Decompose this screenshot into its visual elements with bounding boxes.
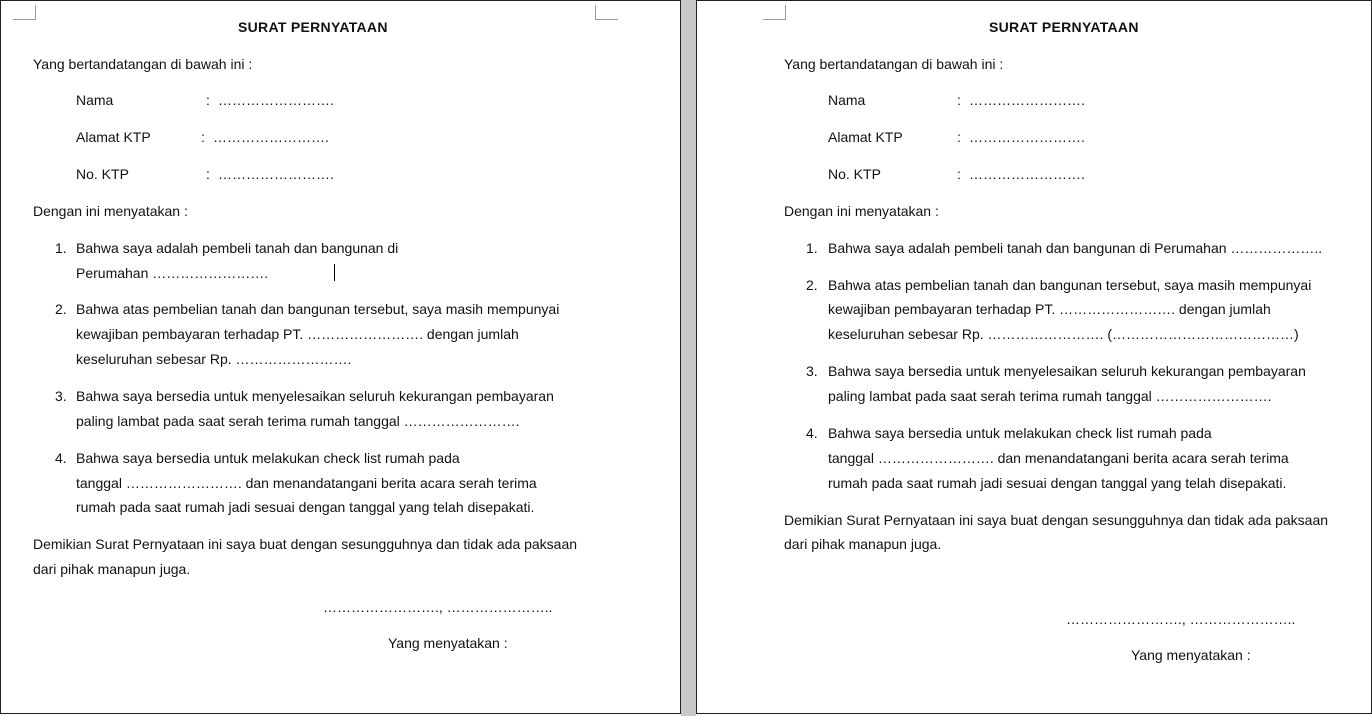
document-page-left[interactable]: [0, 0, 681, 714]
list-item-line: rumah pada saat rumah jadi sesuai dengan tanggal yang telah disepakati.: [828, 475, 1287, 491]
signer-label: Yang menyatakan :: [1131, 647, 1251, 663]
intro-text: Yang bertandatangan di bawah ini :: [33, 56, 253, 72]
list-number: 4.: [55, 450, 67, 466]
place-date: ……………………., …………………..: [323, 599, 553, 615]
list-number: 2.: [55, 301, 67, 317]
list-number: 1.: [806, 240, 818, 256]
list-item-line: kewajiban pembayaran terhadap PT. ……………………. dengan jumlah: [76, 326, 519, 342]
list-item-line: tanggal ……………………. dan menandatangani berita acara serah terima: [76, 475, 537, 491]
field-value-alamat: …………………….: [969, 129, 1085, 145]
closing-text: dari pihak manapun juga.: [33, 561, 191, 577]
field-label-alamat: Alamat KTP: [828, 129, 903, 145]
list-item-line: paling lambat pada saat serah terima rumah tanggal …………………….: [76, 413, 520, 429]
list-item-line: Perumahan …………………….: [76, 265, 269, 281]
list-item-line: Bahwa saya bersedia untuk melakukan check list rumah pada: [76, 450, 460, 466]
page-title: SURAT PERNYATAAN: [989, 19, 1139, 35]
list-item-line: Bahwa atas pembelian tanah dan bangunan tersebut, saya masih mempunyai: [76, 301, 560, 317]
crop-mark: [763, 5, 786, 20]
closing-text: dari pihak manapun juga.: [784, 536, 942, 552]
field-colon: :: [206, 92, 210, 108]
list-item-line: Bahwa saya bersedia untuk menyelesaikan seluruh kekurangan pembayaran: [76, 388, 554, 404]
field-label-nama: Nama: [76, 92, 114, 108]
field-value-alamat: …………………….: [213, 129, 329, 145]
list-number: 3.: [806, 363, 818, 379]
list-item-line: Bahwa saya adalah pembeli tanah dan bangunan di Perumahan ………………..: [828, 240, 1323, 256]
field-colon: :: [201, 129, 205, 145]
place-date: ……………………., …………………..: [1066, 611, 1296, 627]
list-item-line: rumah pada saat rumah jadi sesuai dengan tanggal yang telah disepakati.: [76, 499, 535, 515]
list-item-line: paling lambat pada saat serah terima rumah tanggal …………………….: [828, 388, 1272, 404]
closing-text: Demikian Surat Pernyataan ini saya buat dengan sesungguhnya dan tidak ada paksaan: [784, 512, 1329, 528]
list-item-line: Bahwa atas pembelian tanah dan bangunan tersebut, saya masih mempunyai: [828, 277, 1312, 293]
text-cursor: [334, 264, 335, 281]
statement-lead: Dengan ini menyatakan :: [784, 203, 939, 219]
list-item-line: kewajiban pembayaran terhadap PT. ……………………. dengan jumlah: [828, 301, 1271, 317]
list-item-line: Bahwa saya bersedia untuk menyelesaikan seluruh kekurangan pembayaran: [828, 363, 1306, 379]
document-page-right[interactable]: [696, 0, 1372, 714]
crop-mark: [595, 5, 618, 20]
list-item-line: Bahwa saya adalah pembeli tanah dan bangunan di: [76, 240, 399, 256]
page-title: SURAT PERNYATAAN: [238, 19, 388, 35]
field-colon: :: [206, 166, 210, 182]
list-number: 4.: [806, 425, 818, 441]
intro-text: Yang bertandatangan di bawah ini :: [784, 56, 1004, 72]
field-colon: :: [957, 129, 961, 145]
page-gutter: [681, 0, 696, 716]
field-label-nama: Nama: [828, 92, 866, 108]
list-number: 3.: [55, 388, 67, 404]
closing-text: Demikian Surat Pernyataan ini saya buat dengan sesungguhnya dan tidak ada paksaan: [33, 536, 578, 552]
list-item-line: keseluruhan sebesar Rp. ……………………. (…………………………………): [828, 326, 1299, 342]
field-colon: :: [957, 166, 961, 182]
field-colon: :: [957, 92, 961, 108]
field-label-noktp: No. KTP: [76, 166, 129, 182]
crop-mark: [13, 5, 36, 20]
field-label-noktp: No. KTP: [828, 166, 881, 182]
list-item-line: keseluruhan sebesar Rp. …………………….: [76, 351, 352, 367]
field-label-alamat: Alamat KTP: [76, 129, 151, 145]
field-value-noktp: …………………….: [969, 166, 1085, 182]
signer-label: Yang menyatakan :: [388, 635, 508, 651]
list-number: 2.: [806, 277, 818, 293]
list-item-line: tanggal ……………………. dan menandatangani berita acara serah terima: [828, 450, 1289, 466]
field-value-nama: …………………….: [218, 92, 334, 108]
list-item-line: Bahwa saya bersedia untuk melakukan check list rumah pada: [828, 425, 1212, 441]
list-number: 1.: [55, 240, 67, 256]
field-value-noktp: …………………….: [218, 166, 334, 182]
statement-lead: Dengan ini menyatakan :: [33, 203, 188, 219]
field-value-nama: …………………….: [969, 92, 1085, 108]
